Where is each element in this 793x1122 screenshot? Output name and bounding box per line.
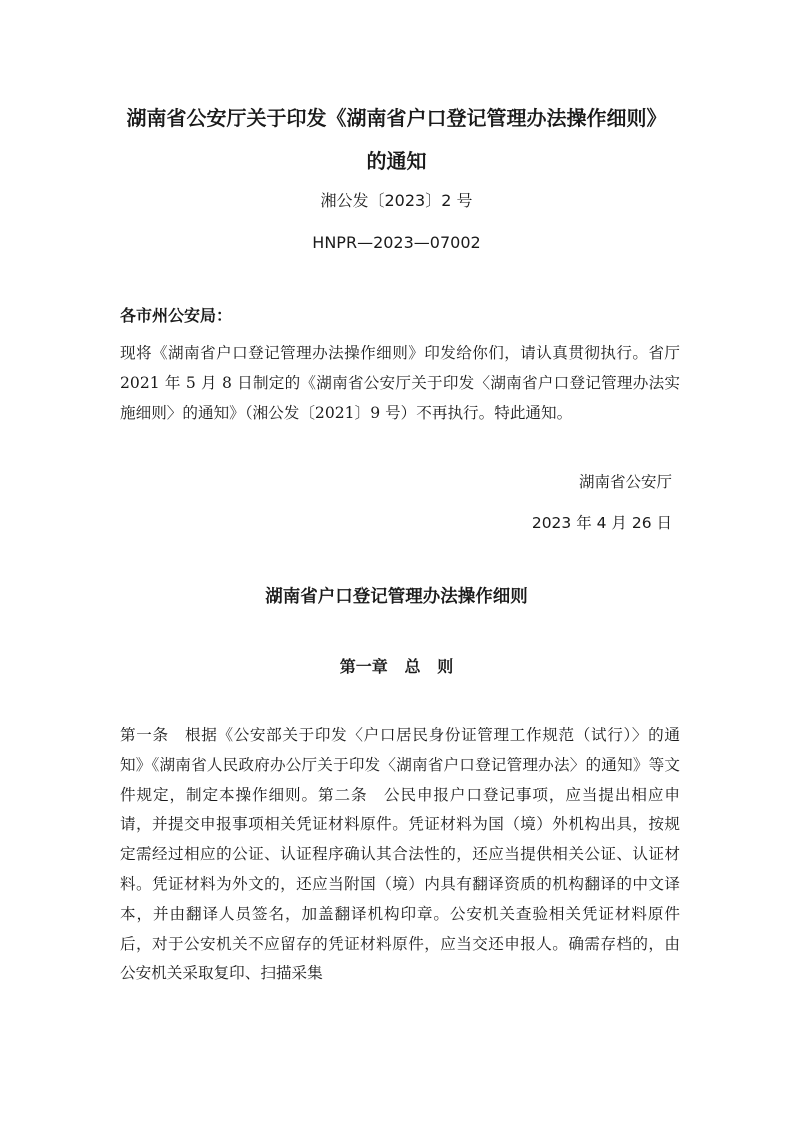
notice-title-line-2: 的通知	[366, 149, 427, 173]
salutation: 各市州公安局：	[120, 306, 233, 325]
issue-date: 2023 年 4 月 26 日	[531, 514, 672, 532]
notice-title-line-1: 湖南省公安厅关于印发《湖南省户口登记管理办法操作细则》	[126, 106, 667, 130]
document-code: HNPR—2023—07002	[312, 233, 481, 252]
issuing-authority: 湖南省公安厅	[578, 473, 672, 491]
chapter-title: 第一章 总 则	[339, 657, 454, 676]
document-number: 湘公发〔2023〕2 号	[320, 191, 473, 210]
rules-title: 湖南省户口登记管理办法操作细则	[265, 587, 528, 607]
notice-body-paragraph: 现将《湖南省户口登记管理办法操作细则》印发给你们，请认真贯彻执行。省厅 2021 年 5 月 8 日制定的《湖南省公安厅关于印发〈湖南省户口登记管理办法实施细则〉的通知》（湘公发〔2021〕9 号）不再执行。特此通知。	[120, 344, 680, 422]
article-body-paragraph: 第一条 根据《公安部关于印发〈户口居民身份证管理工作规范（试行）〉的通知》《湖南省人民政府办公厅关于印发〈湖南省户口登记管理办法〉的通知》等文件规定，制定本操作细则。第二条 公民申报户口登记事项，应当提出相应申请，并提交申报事项相关凭证材料原件。凭证材料为国（境）外机构出具，按规定需经过相应的公证、认证程序确认其合法性的，还应当提供相关公证、认证材料。凭证材料为外文的，还应当附国（境）内具有翻译资质的机构翻译的中文译本，并由翻译人员签名，加盖翻译机构印章。公安机关查验相关凭证材料原件后，对于公安机关不应留存的凭证材料原件，应当交还申报人。确需存档的，由公安机关采取复印、扫描采集	[120, 726, 680, 983]
